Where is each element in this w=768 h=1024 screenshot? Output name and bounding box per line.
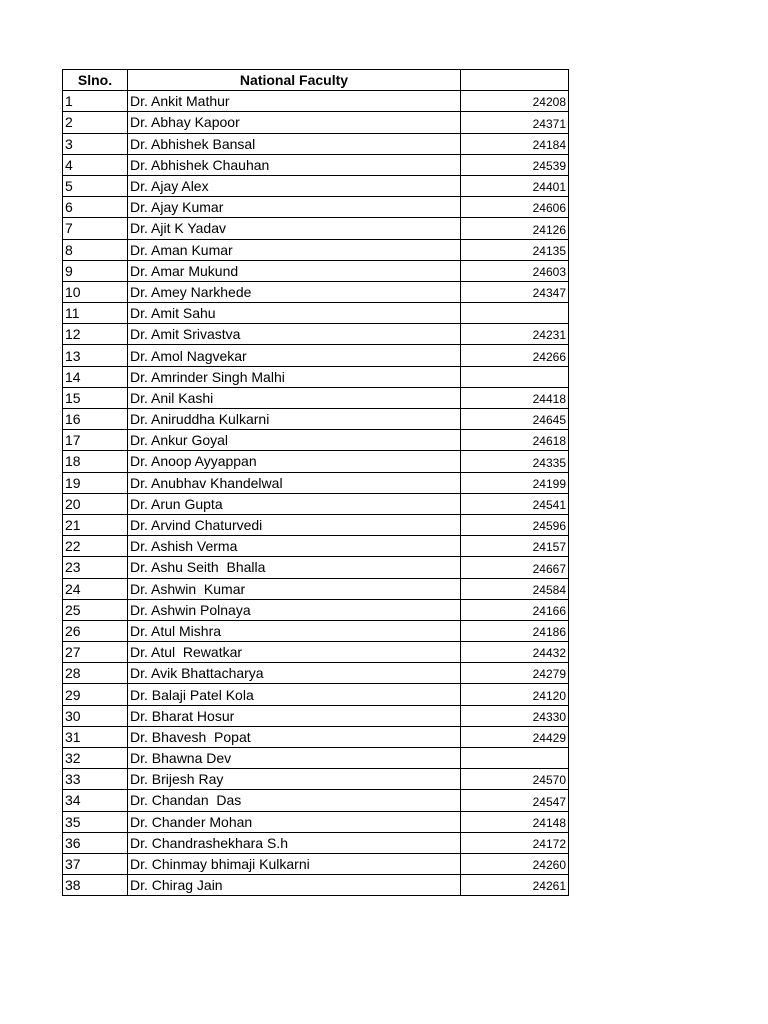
table-row: [63, 197, 569, 218]
code-cell: 24335: [461, 451, 569, 472]
slno-cell: 25: [63, 599, 128, 620]
table-row: [63, 769, 569, 790]
slno-cell: 34: [63, 790, 128, 811]
faculty-name-cell: Dr. Amey Narkhede: [128, 281, 461, 302]
table-row: [63, 281, 569, 302]
code-cell: 24401: [461, 175, 569, 196]
table-row: [63, 875, 569, 896]
code-cell: 24157: [461, 536, 569, 557]
faculty-name-cell: Dr. Ankur Goyal: [128, 430, 461, 451]
faculty-name-cell: Dr. Brijesh Ray: [128, 769, 461, 790]
code-cell: 24584: [461, 578, 569, 599]
table-row: [63, 387, 569, 408]
code-cell: 24231: [461, 324, 569, 345]
code-cell: 24184: [461, 133, 569, 154]
code-cell: 24547: [461, 790, 569, 811]
slno-cell: 22: [63, 536, 128, 557]
slno-cell: 2: [63, 112, 128, 133]
code-cell: 24126: [461, 218, 569, 239]
faculty-name-cell: Dr. Ashu Seith Bhalla: [128, 557, 461, 578]
slno-cell: 19: [63, 472, 128, 493]
slno-cell: 14: [63, 366, 128, 387]
slno-cell: 23: [63, 557, 128, 578]
faculty-name-cell: Dr. Ankit Mathur: [128, 91, 461, 112]
faculty-name-cell: Dr. Arvind Chaturvedi: [128, 514, 461, 535]
faculty-name-cell: Dr. Bhawna Dev: [128, 748, 461, 769]
faculty-name-cell: Dr. Amar Mukund: [128, 260, 461, 281]
code-cell: 24596: [461, 514, 569, 535]
code-cell: 24570: [461, 769, 569, 790]
slno-cell: 15: [63, 387, 128, 408]
faculty-name-cell: Dr. Bhavesh Popat: [128, 726, 461, 747]
slno-cell: 1: [63, 91, 128, 112]
code-cell: 24418: [461, 387, 569, 408]
column-header-code: [461, 70, 569, 91]
slno-cell: 4: [63, 154, 128, 175]
faculty-name-cell: Dr. Anil Kashi: [128, 387, 461, 408]
table-row: [63, 112, 569, 133]
faculty-name-cell: Dr. Ashwin Kumar: [128, 578, 461, 599]
faculty-name-cell: Dr. Chinmay bhimaji Kulkarni: [128, 853, 461, 874]
code-cell: 24148: [461, 811, 569, 832]
code-cell: 24261: [461, 875, 569, 896]
slno-cell: 38: [63, 875, 128, 896]
faculty-name-cell: Dr. Atul Rewatkar: [128, 642, 461, 663]
faculty-name-cell: Dr. Ashish Verma: [128, 536, 461, 557]
code-cell: 24135: [461, 239, 569, 260]
slno-cell: 5: [63, 175, 128, 196]
slno-cell: 16: [63, 409, 128, 430]
slno-cell: 26: [63, 620, 128, 641]
faculty-name-cell: Dr. Arun Gupta: [128, 493, 461, 514]
code-cell: 24618: [461, 430, 569, 451]
slno-cell: 7: [63, 218, 128, 239]
slno-cell: 28: [63, 663, 128, 684]
table-body: [63, 91, 569, 896]
code-cell: 24120: [461, 684, 569, 705]
slno-cell: 10: [63, 281, 128, 302]
code-cell: 24539: [461, 154, 569, 175]
column-header-national-faculty: National Faculty: [128, 70, 461, 91]
table-row: [63, 748, 569, 769]
table-row: [63, 451, 569, 472]
faculty-name-cell: Dr. Ajit K Yadav: [128, 218, 461, 239]
code-cell: [461, 366, 569, 387]
faculty-name-cell: Dr. Aman Kumar: [128, 239, 461, 260]
slno-cell: 20: [63, 493, 128, 514]
code-cell: 24172: [461, 832, 569, 853]
faculty-table: [62, 69, 569, 896]
slno-cell: 12: [63, 324, 128, 345]
column-header-slno: Slno.: [63, 70, 128, 91]
table-header-row: [63, 70, 569, 91]
table-row: [63, 790, 569, 811]
table-row: [63, 536, 569, 557]
faculty-name-cell: Dr. Ashwin Polnaya: [128, 599, 461, 620]
slno-cell: 11: [63, 303, 128, 324]
table-row: [63, 239, 569, 260]
slno-cell: 17: [63, 430, 128, 451]
faculty-name-cell: Dr. Abhishek Bansal: [128, 133, 461, 154]
table-row: [63, 514, 569, 535]
table-row: [63, 557, 569, 578]
faculty-name-cell: Dr. Avik Bhattacharya: [128, 663, 461, 684]
slno-cell: 24: [63, 578, 128, 599]
table-row: [63, 493, 569, 514]
slno-cell: 13: [63, 345, 128, 366]
slno-cell: 27: [63, 642, 128, 663]
faculty-name-cell: Dr. Chandan Das: [128, 790, 461, 811]
slno-cell: 3: [63, 133, 128, 154]
table-row: [63, 133, 569, 154]
code-cell: 24279: [461, 663, 569, 684]
table-row: [63, 705, 569, 726]
faculty-name-cell: Dr. Chandrashekhara S.h: [128, 832, 461, 853]
table-row: [63, 811, 569, 832]
slno-cell: 33: [63, 769, 128, 790]
table-row: [63, 91, 569, 112]
faculty-name-cell: Dr. Balaji Patel Kola: [128, 684, 461, 705]
table-row: [63, 260, 569, 281]
faculty-name-cell: Dr. Anubhav Khandelwal: [128, 472, 461, 493]
table-row: [63, 726, 569, 747]
table-row: [63, 175, 569, 196]
slno-cell: 31: [63, 726, 128, 747]
slno-cell: 6: [63, 197, 128, 218]
faculty-name-cell: Dr. Anoop Ayyappan: [128, 451, 461, 472]
table-row: [63, 663, 569, 684]
code-cell: 24606: [461, 197, 569, 218]
slno-cell: 32: [63, 748, 128, 769]
code-cell: 24266: [461, 345, 569, 366]
faculty-name-cell: Dr. Atul Mishra: [128, 620, 461, 641]
table-row: [63, 578, 569, 599]
code-cell: 24432: [461, 642, 569, 663]
faculty-name-cell: Dr. Ajay Kumar: [128, 197, 461, 218]
faculty-name-cell: Dr. Abhishek Chauhan: [128, 154, 461, 175]
code-cell: 24347: [461, 281, 569, 302]
code-cell: 24667: [461, 557, 569, 578]
code-cell: 24330: [461, 705, 569, 726]
slno-cell: 21: [63, 514, 128, 535]
faculty-name-cell: Dr. Aniruddha Kulkarni: [128, 409, 461, 430]
code-cell: [461, 303, 569, 324]
table-row: [63, 409, 569, 430]
table-row: [63, 599, 569, 620]
faculty-name-cell: Dr. Ajay Alex: [128, 175, 461, 196]
table-row: [63, 303, 569, 324]
faculty-name-cell: Dr. Abhay Kapoor: [128, 112, 461, 133]
table-row: [63, 430, 569, 451]
slno-cell: 9: [63, 260, 128, 281]
slno-cell: 35: [63, 811, 128, 832]
slno-cell: 30: [63, 705, 128, 726]
table-row: [63, 324, 569, 345]
table-row: [63, 832, 569, 853]
slno-cell: 18: [63, 451, 128, 472]
code-cell: [461, 748, 569, 769]
table-row: [63, 642, 569, 663]
slno-cell: 36: [63, 832, 128, 853]
slno-cell: 8: [63, 239, 128, 260]
slno-cell: 29: [63, 684, 128, 705]
code-cell: 24260: [461, 853, 569, 874]
code-cell: 24199: [461, 472, 569, 493]
faculty-name-cell: Dr. Chander Mohan: [128, 811, 461, 832]
code-cell: 24208: [461, 91, 569, 112]
faculty-name-cell: Dr. Amit Srivastva: [128, 324, 461, 345]
table-row: [63, 366, 569, 387]
faculty-name-cell: Dr. Bharat Hosur: [128, 705, 461, 726]
code-cell: 24645: [461, 409, 569, 430]
code-cell: 24603: [461, 260, 569, 281]
code-cell: 24371: [461, 112, 569, 133]
slno-cell: 37: [63, 853, 128, 874]
faculty-name-cell: Dr. Amrinder Singh Malhi: [128, 366, 461, 387]
table-row: [63, 345, 569, 366]
code-cell: 24429: [461, 726, 569, 747]
faculty-name-cell: Dr. Chirag Jain: [128, 875, 461, 896]
table-row: [63, 218, 569, 239]
faculty-name-cell: Dr. Amit Sahu: [128, 303, 461, 324]
code-cell: 24541: [461, 493, 569, 514]
table-row: [63, 684, 569, 705]
table-row: [63, 853, 569, 874]
table-row: [63, 620, 569, 641]
table-row: [63, 472, 569, 493]
faculty-name-cell: Dr. Amol Nagvekar: [128, 345, 461, 366]
code-cell: 24166: [461, 599, 569, 620]
table-row: [63, 154, 569, 175]
code-cell: 24186: [461, 620, 569, 641]
